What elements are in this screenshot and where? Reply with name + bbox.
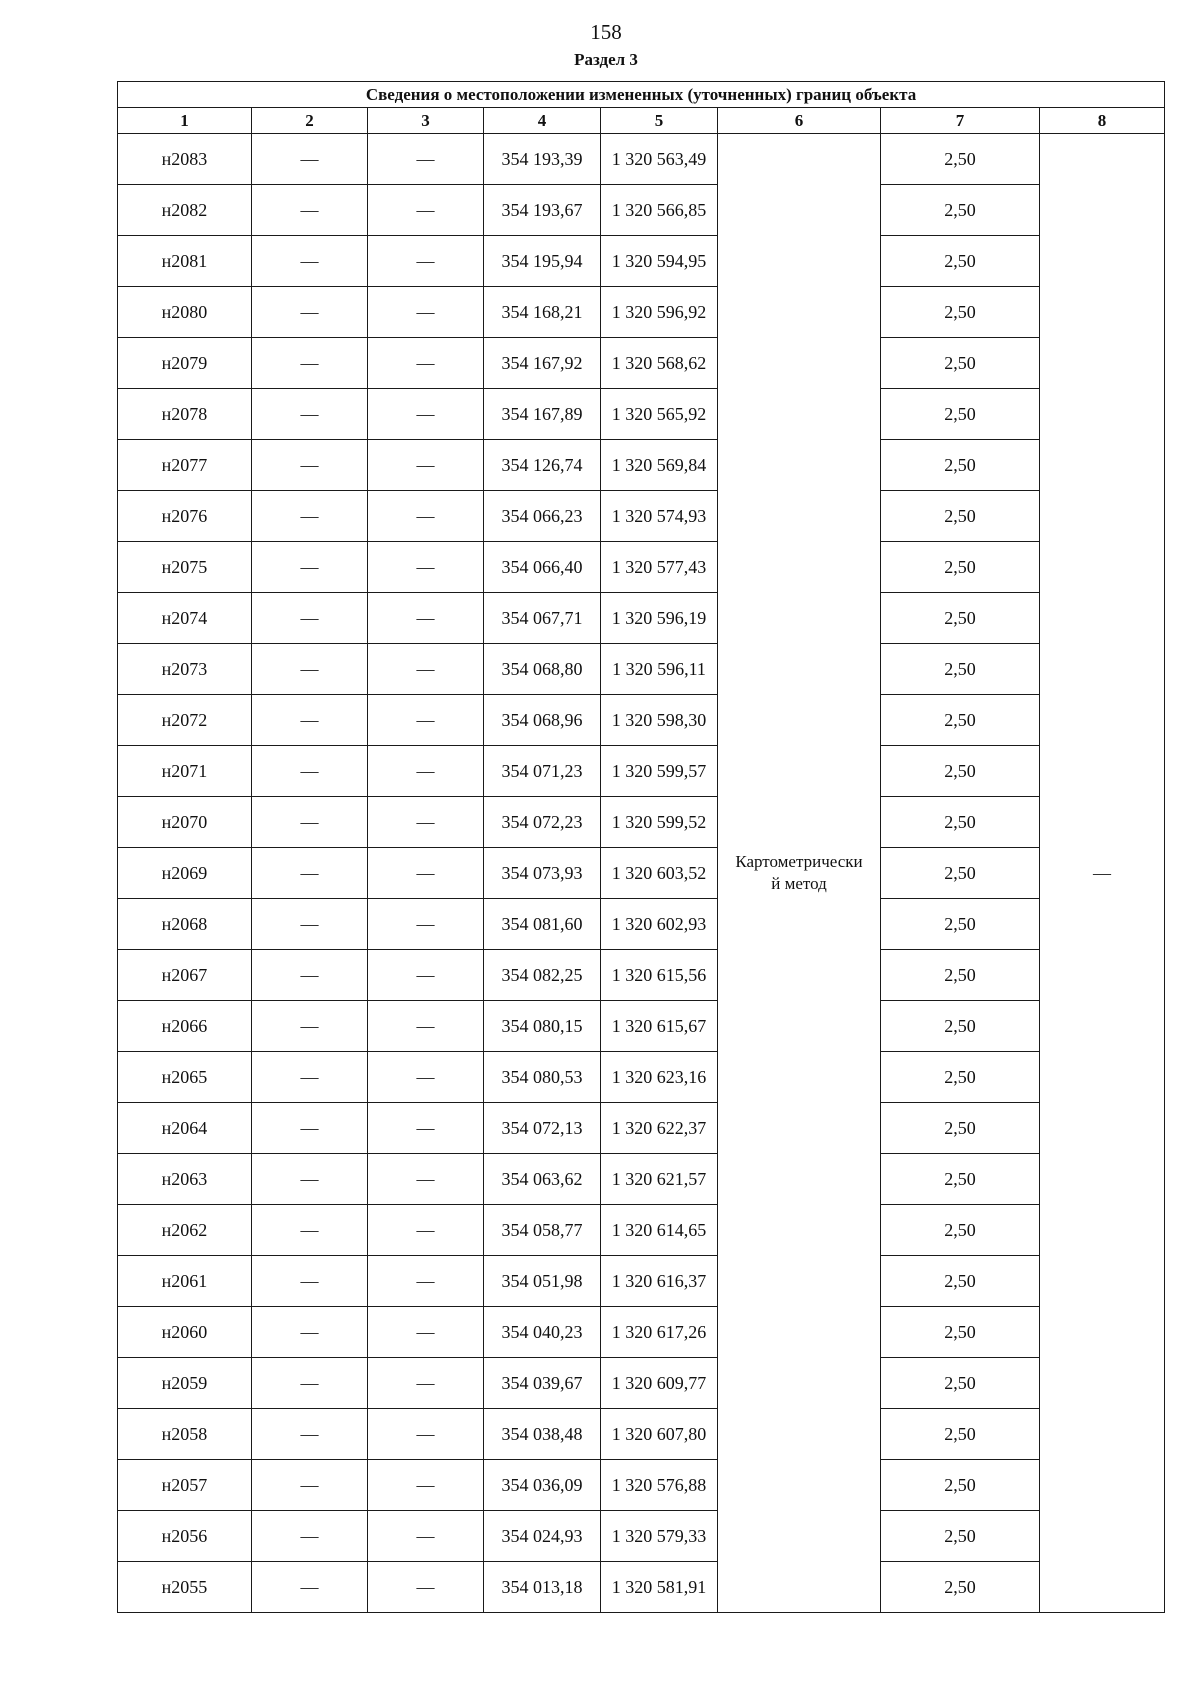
col2-cell: — [252,848,368,899]
x-coordinate-cell: 354 036,09 [484,1460,601,1511]
col3-cell: — [368,644,484,695]
col2-cell: — [252,1511,368,1562]
col2-cell: — [252,899,368,950]
col2-cell: — [252,593,368,644]
col3-cell: — [368,1154,484,1205]
x-coordinate-cell: 354 126,74 [484,440,601,491]
col3-cell: — [368,440,484,491]
column-header-8: 8 [1040,108,1165,134]
y-coordinate-cell: 1 320 574,93 [601,491,718,542]
col2-cell: — [252,1154,368,1205]
x-coordinate-cell: 354 071,23 [484,746,601,797]
y-coordinate-cell: 1 320 599,52 [601,797,718,848]
point-name-cell: н2062 [118,1205,252,1256]
col2-cell: — [252,338,368,389]
table-row [118,950,1165,1001]
table-row [118,185,1165,236]
col3-cell: — [368,1358,484,1409]
point-name-cell: н2064 [118,1103,252,1154]
method-cell [718,134,881,1613]
col2-cell: — [252,185,368,236]
accuracy-cell: 2,50 [881,338,1040,389]
col2-cell: — [252,1052,368,1103]
x-coordinate-cell: 354 193,67 [484,185,601,236]
point-name-cell: н2070 [118,797,252,848]
col3-cell: — [368,1052,484,1103]
table-row [118,1460,1165,1511]
col3-cell: — [368,695,484,746]
table-row [118,491,1165,542]
point-name-cell: н2059 [118,1358,252,1409]
accuracy-cell: 2,50 [881,440,1040,491]
accuracy-cell: 2,50 [881,848,1040,899]
point-name-cell: н2083 [118,134,252,185]
x-coordinate-cell: 354 168,21 [484,287,601,338]
table-row [118,389,1165,440]
y-coordinate-cell: 1 320 569,84 [601,440,718,491]
table-row [118,695,1165,746]
y-coordinate-cell: 1 320 594,95 [601,236,718,287]
point-name-cell: н2073 [118,644,252,695]
point-name-cell: н2068 [118,899,252,950]
accuracy-cell: 2,50 [881,185,1040,236]
point-name-cell: н2076 [118,491,252,542]
col3-cell: — [368,1256,484,1307]
col3-cell: — [368,1409,484,1460]
col2-cell: — [252,1562,368,1613]
x-coordinate-cell: 354 066,40 [484,542,601,593]
point-name-cell: н2056 [118,1511,252,1562]
method-line-2: й метод [771,874,827,893]
point-name-cell: н2061 [118,1256,252,1307]
table-row [118,1154,1165,1205]
col8-cell: — [1040,134,1165,1613]
col3-cell: — [368,1001,484,1052]
y-coordinate-cell: 1 320 623,16 [601,1052,718,1103]
col2-cell: — [252,797,368,848]
table-row [118,1052,1165,1103]
accuracy-cell: 2,50 [881,1307,1040,1358]
y-coordinate-cell: 1 320 609,77 [601,1358,718,1409]
table-body [118,134,1165,1613]
table-row [118,899,1165,950]
table-row [118,287,1165,338]
col2-cell: — [252,950,368,1001]
accuracy-cell: 2,50 [881,1409,1040,1460]
point-name-cell: н2071 [118,746,252,797]
column-header-7: 7 [881,108,1040,134]
point-name-cell: н2074 [118,593,252,644]
accuracy-cell: 2,50 [881,1103,1040,1154]
col2-cell: — [252,134,368,185]
col2-cell: — [252,236,368,287]
x-coordinate-cell: 354 066,23 [484,491,601,542]
y-coordinate-cell: 1 320 615,56 [601,950,718,1001]
x-coordinate-cell: 354 039,67 [484,1358,601,1409]
col3-cell: — [368,491,484,542]
x-coordinate-cell: 354 081,60 [484,899,601,950]
y-coordinate-cell: 1 320 607,80 [601,1409,718,1460]
page-number: 158 [590,20,622,44]
y-coordinate-cell: 1 320 602,93 [601,899,718,950]
table-row [118,1511,1165,1562]
table-row [118,1001,1165,1052]
y-coordinate-cell: 1 320 598,30 [601,695,718,746]
boundary-coordinates-table [117,81,1165,1613]
col2-cell: — [252,1460,368,1511]
col3-cell: — [368,593,484,644]
x-coordinate-cell: 354 051,98 [484,1256,601,1307]
col3-cell: — [368,950,484,1001]
table-row [118,848,1165,899]
x-coordinate-cell: 354 195,94 [484,236,601,287]
point-name-cell: н2066 [118,1001,252,1052]
y-coordinate-cell: 1 320 596,19 [601,593,718,644]
point-name-cell: н2069 [118,848,252,899]
y-coordinate-cell: 1 320 568,62 [601,338,718,389]
y-coordinate-cell: 1 320 577,43 [601,542,718,593]
column-header-1: 1 [118,108,252,134]
point-name-cell: н2082 [118,185,252,236]
accuracy-cell: 2,50 [881,695,1040,746]
col3-cell: — [368,287,484,338]
x-coordinate-cell: 354 040,23 [484,1307,601,1358]
col2-cell: — [252,440,368,491]
column-header-5: 5 [601,108,718,134]
table-row [118,746,1165,797]
table-row [118,338,1165,389]
table-caption: Сведения о местоположении измененных (уточненных) границ объекта [118,82,1165,108]
x-coordinate-cell: 354 080,15 [484,1001,601,1052]
column-header-4: 4 [484,108,601,134]
table-row [118,1256,1165,1307]
x-coordinate-cell: 354 063,62 [484,1154,601,1205]
y-coordinate-cell: 1 320 566,85 [601,185,718,236]
col3-cell: — [368,797,484,848]
x-coordinate-cell: 354 013,18 [484,1562,601,1613]
col3-cell: — [368,1562,484,1613]
col2-cell: — [252,746,368,797]
column-header-2: 2 [252,108,368,134]
table-row [118,1205,1165,1256]
accuracy-cell: 2,50 [881,134,1040,185]
accuracy-cell: 2,50 [881,287,1040,338]
point-name-cell: н2080 [118,287,252,338]
col3-cell: — [368,185,484,236]
col3-cell: — [368,542,484,593]
point-name-cell: н2079 [118,338,252,389]
column-header-6: 6 [718,108,881,134]
point-name-cell: н2065 [118,1052,252,1103]
accuracy-cell: 2,50 [881,950,1040,1001]
accuracy-cell: 2,50 [881,1052,1040,1103]
col2-cell: — [252,1205,368,1256]
y-coordinate-cell: 1 320 565,92 [601,389,718,440]
y-coordinate-cell: 1 320 563,49 [601,134,718,185]
x-coordinate-cell: 354 072,13 [484,1103,601,1154]
col2-cell: — [252,1103,368,1154]
x-coordinate-cell: 354 082,25 [484,950,601,1001]
table-row [118,542,1165,593]
accuracy-cell: 2,50 [881,1358,1040,1409]
point-name-cell: н2057 [118,1460,252,1511]
column-number-row [118,108,1165,134]
point-name-cell: н2058 [118,1409,252,1460]
point-name-cell: н2063 [118,1154,252,1205]
x-coordinate-cell: 354 073,93 [484,848,601,899]
table-row [118,797,1165,848]
col3-cell: — [368,746,484,797]
col3-cell: — [368,848,484,899]
col3-cell: — [368,1307,484,1358]
accuracy-cell: 2,50 [881,1511,1040,1562]
col3-cell: — [368,1511,484,1562]
y-coordinate-cell: 1 320 596,92 [601,287,718,338]
section-title: Раздел 3 [574,50,638,69]
column-header-3: 3 [368,108,484,134]
x-coordinate-cell: 354 068,80 [484,644,601,695]
accuracy-cell: 2,50 [881,797,1040,848]
accuracy-cell: 2,50 [881,644,1040,695]
y-coordinate-cell: 1 320 621,57 [601,1154,718,1205]
accuracy-cell: 2,50 [881,389,1040,440]
point-name-cell: н2055 [118,1562,252,1613]
table-row [118,593,1165,644]
x-coordinate-cell: 354 167,92 [484,338,601,389]
accuracy-cell: 2,50 [881,542,1040,593]
y-coordinate-cell: 1 320 599,57 [601,746,718,797]
point-name-cell: н2072 [118,695,252,746]
y-coordinate-cell: 1 320 616,37 [601,1256,718,1307]
accuracy-cell: 2,50 [881,593,1040,644]
y-coordinate-cell: 1 320 579,33 [601,1511,718,1562]
table-row [118,134,1165,185]
table-row [118,1562,1165,1613]
col2-cell: — [252,1409,368,1460]
col2-cell: — [252,695,368,746]
col2-cell: — [252,1001,368,1052]
col2-cell: — [252,1358,368,1409]
point-name-cell: н2081 [118,236,252,287]
col3-cell: — [368,1103,484,1154]
col3-cell: — [368,1205,484,1256]
accuracy-cell: 2,50 [881,1460,1040,1511]
point-name-cell: н2077 [118,440,252,491]
y-coordinate-cell: 1 320 596,11 [601,644,718,695]
x-coordinate-cell: 354 080,53 [484,1052,601,1103]
table-row [118,1409,1165,1460]
col2-cell: — [252,287,368,338]
accuracy-cell: 2,50 [881,1205,1040,1256]
table-row [118,1103,1165,1154]
accuracy-cell: 2,50 [881,491,1040,542]
point-name-cell: н2060 [118,1307,252,1358]
y-coordinate-cell: 1 320 603,52 [601,848,718,899]
accuracy-cell: 2,50 [881,746,1040,797]
x-coordinate-cell: 354 024,93 [484,1511,601,1562]
accuracy-cell: 2,50 [881,1154,1040,1205]
col2-cell: — [252,1307,368,1358]
y-coordinate-cell: 1 320 581,91 [601,1562,718,1613]
col3-cell: — [368,134,484,185]
col3-cell: — [368,1460,484,1511]
col2-cell: — [252,542,368,593]
x-coordinate-cell: 354 167,89 [484,389,601,440]
accuracy-cell: 2,50 [881,236,1040,287]
y-coordinate-cell: 1 320 622,37 [601,1103,718,1154]
table-row [118,440,1165,491]
accuracy-cell: 2,50 [881,1256,1040,1307]
x-coordinate-cell: 354 038,48 [484,1409,601,1460]
accuracy-cell: 2,50 [881,1562,1040,1613]
y-coordinate-cell: 1 320 615,67 [601,1001,718,1052]
col3-cell: — [368,236,484,287]
table-row [118,236,1165,287]
y-coordinate-cell: 1 320 617,26 [601,1307,718,1358]
method-line-1: Картометрически [735,852,863,871]
y-coordinate-cell: 1 320 614,65 [601,1205,718,1256]
col3-cell: — [368,338,484,389]
x-coordinate-cell: 354 058,77 [484,1205,601,1256]
col2-cell: — [252,1256,368,1307]
col2-cell: — [252,644,368,695]
point-name-cell: н2078 [118,389,252,440]
x-coordinate-cell: 354 193,39 [484,134,601,185]
x-coordinate-cell: 354 072,23 [484,797,601,848]
table-row [118,1358,1165,1409]
x-coordinate-cell: 354 068,96 [484,695,601,746]
point-name-cell: н2067 [118,950,252,1001]
y-coordinate-cell: 1 320 576,88 [601,1460,718,1511]
col2-cell: — [252,389,368,440]
table-row [118,1307,1165,1358]
accuracy-cell: 2,50 [881,899,1040,950]
col2-cell: — [252,491,368,542]
col3-cell: — [368,899,484,950]
x-coordinate-cell: 354 067,71 [484,593,601,644]
col3-cell: — [368,389,484,440]
table-row [118,644,1165,695]
accuracy-cell: 2,50 [881,1001,1040,1052]
point-name-cell: н2075 [118,542,252,593]
